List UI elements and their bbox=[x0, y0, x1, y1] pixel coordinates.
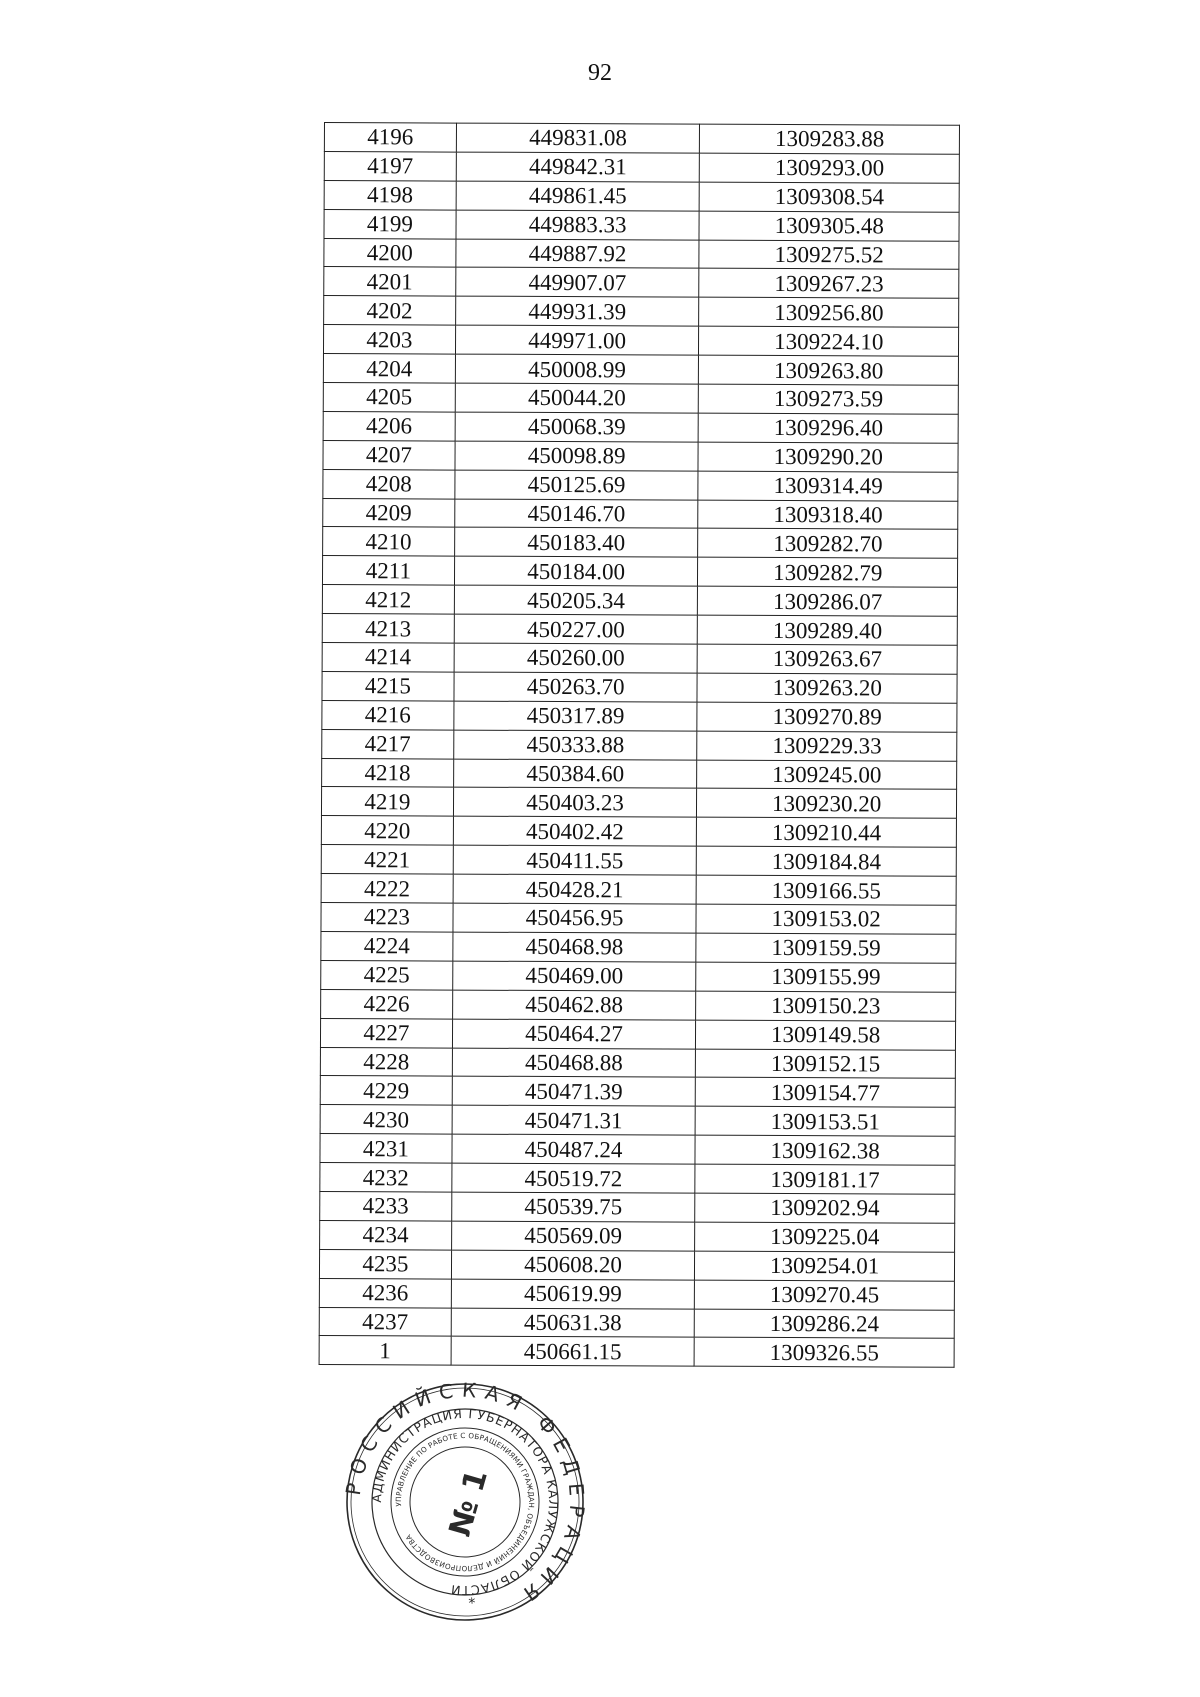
seal-ring-text: АДМИНИСТРАЦИЯ ГУБЕРНАТОРА КАЛУЖСКОЙ ОБЛАСТИ bbox=[368, 1405, 562, 1599]
y-coordinate-cell: 1309308.54 bbox=[699, 182, 959, 212]
y-coordinate-cell: 1309270.45 bbox=[695, 1280, 955, 1310]
table-row bbox=[322, 556, 957, 588]
point-number-cell: 4204 bbox=[323, 354, 455, 383]
point-number-cell: 4210 bbox=[323, 527, 455, 556]
table-row bbox=[321, 816, 956, 848]
x-coordinate-cell: 450184.00 bbox=[454, 556, 698, 586]
x-coordinate-cell: 449931.39 bbox=[455, 296, 699, 326]
point-number-cell: 4218 bbox=[322, 758, 454, 787]
table-row bbox=[323, 411, 958, 443]
point-number-cell: 4207 bbox=[323, 440, 455, 469]
table-row bbox=[320, 1105, 955, 1137]
x-coordinate-cell: 450384.60 bbox=[453, 759, 697, 789]
y-coordinate-cell: 1309245.00 bbox=[697, 760, 957, 790]
table-row bbox=[324, 180, 959, 212]
table-row bbox=[324, 238, 959, 270]
y-coordinate-cell: 1309159.59 bbox=[696, 933, 956, 963]
table-row bbox=[320, 1163, 955, 1195]
point-number-cell: 4233 bbox=[320, 1191, 452, 1220]
x-coordinate-cell: 450469.00 bbox=[452, 961, 696, 991]
x-coordinate-cell: 449861.45 bbox=[456, 181, 700, 211]
point-number-cell: 4226 bbox=[321, 989, 453, 1018]
official-seal bbox=[337, 1375, 593, 1629]
table-row bbox=[319, 1336, 954, 1368]
coordinates-table-body bbox=[319, 123, 959, 1368]
y-coordinate-cell: 1309275.52 bbox=[699, 240, 959, 270]
y-coordinate-cell: 1309286.24 bbox=[695, 1309, 955, 1339]
x-coordinate-cell: 450456.95 bbox=[453, 903, 697, 933]
table-row bbox=[323, 325, 958, 357]
x-coordinate-cell: 450411.55 bbox=[453, 845, 697, 875]
point-number-cell: 4220 bbox=[321, 816, 453, 845]
point-number-cell: 4211 bbox=[322, 556, 454, 585]
x-coordinate-cell: 450044.20 bbox=[455, 383, 699, 413]
point-number-cell: 4235 bbox=[319, 1249, 451, 1278]
x-coordinate-cell: 450125.69 bbox=[455, 470, 699, 500]
point-number-cell: 4208 bbox=[323, 469, 455, 498]
point-number-cell: 4212 bbox=[322, 585, 454, 614]
table-row bbox=[320, 1018, 955, 1050]
y-coordinate-cell: 1309282.70 bbox=[698, 529, 958, 559]
table-row bbox=[319, 1278, 954, 1310]
point-number-cell: 4236 bbox=[319, 1278, 451, 1307]
table-row bbox=[320, 1191, 955, 1223]
point-number-cell: 4231 bbox=[320, 1134, 452, 1163]
table-row bbox=[322, 671, 957, 703]
point-number-cell: 4223 bbox=[321, 903, 453, 932]
y-coordinate-cell: 1309225.04 bbox=[695, 1222, 955, 1252]
point-number-cell: 4198 bbox=[324, 180, 456, 209]
table-row bbox=[321, 874, 956, 906]
x-coordinate-cell: 450608.20 bbox=[451, 1250, 695, 1280]
table-row bbox=[321, 989, 956, 1021]
x-coordinate-cell: 450317.89 bbox=[454, 701, 698, 731]
y-coordinate-cell: 1309282.79 bbox=[698, 557, 958, 587]
y-coordinate-cell: 1309150.23 bbox=[696, 991, 956, 1021]
seal-number: № 1 bbox=[442, 1465, 495, 1541]
x-coordinate-cell: 450539.75 bbox=[451, 1192, 695, 1222]
x-coordinate-cell: 450471.31 bbox=[452, 1105, 696, 1135]
y-coordinate-cell: 1309305.48 bbox=[699, 211, 959, 241]
point-number-cell: 4214 bbox=[322, 643, 454, 672]
point-number-cell: 4215 bbox=[322, 671, 454, 700]
x-coordinate-cell: 450569.09 bbox=[451, 1221, 695, 1251]
x-coordinate-cell: 450227.00 bbox=[454, 614, 698, 644]
y-coordinate-cell: 1309283.88 bbox=[700, 124, 960, 154]
point-number-cell: 4219 bbox=[321, 787, 453, 816]
table-row bbox=[322, 585, 957, 617]
y-coordinate-cell: 1309166.55 bbox=[696, 875, 956, 905]
x-coordinate-cell: 449971.00 bbox=[455, 325, 699, 355]
y-coordinate-cell: 1309314.49 bbox=[698, 471, 958, 501]
table-row bbox=[320, 1047, 955, 1079]
table-row bbox=[323, 469, 958, 501]
x-coordinate-cell: 450098.89 bbox=[455, 441, 699, 471]
point-number-cell: 4217 bbox=[322, 729, 454, 758]
y-coordinate-cell: 1309267.23 bbox=[699, 269, 959, 299]
y-coordinate-cell: 1309230.20 bbox=[697, 789, 957, 819]
x-coordinate-cell: 450068.39 bbox=[455, 412, 699, 442]
point-number-cell: 1 bbox=[319, 1336, 451, 1365]
x-coordinate-cell: 449887.92 bbox=[456, 239, 700, 269]
table-row bbox=[321, 787, 956, 819]
point-number-cell: 4228 bbox=[320, 1047, 452, 1076]
point-number-cell: 4209 bbox=[323, 498, 455, 527]
y-coordinate-cell: 1309289.40 bbox=[698, 615, 958, 645]
point-number-cell: 4202 bbox=[324, 296, 456, 325]
x-coordinate-cell: 450519.72 bbox=[452, 1163, 696, 1193]
table-row bbox=[321, 845, 956, 877]
point-number-cell: 4234 bbox=[320, 1220, 452, 1249]
x-coordinate-cell: 450464.27 bbox=[452, 1019, 696, 1049]
table-row bbox=[321, 903, 956, 935]
y-coordinate-cell: 1309153.51 bbox=[695, 1106, 955, 1136]
table-row bbox=[322, 614, 957, 646]
table-row bbox=[324, 267, 959, 299]
y-coordinate-cell: 1309224.10 bbox=[699, 326, 959, 356]
x-coordinate-cell: 449842.31 bbox=[456, 152, 700, 182]
x-coordinate-cell: 449883.33 bbox=[456, 210, 700, 240]
y-coordinate-cell: 1309162.38 bbox=[695, 1135, 955, 1165]
table-row bbox=[323, 440, 958, 472]
y-coordinate-cell: 1309154.77 bbox=[696, 1078, 956, 1108]
x-coordinate-cell: 450403.23 bbox=[453, 788, 697, 818]
table-row bbox=[322, 643, 957, 675]
x-coordinate-cell: 450205.34 bbox=[454, 585, 698, 615]
x-coordinate-cell: 450619.99 bbox=[451, 1279, 695, 1309]
x-coordinate-cell: 450487.24 bbox=[452, 1134, 696, 1164]
table-row bbox=[323, 383, 958, 415]
point-number-cell: 4230 bbox=[320, 1105, 452, 1134]
y-coordinate-cell: 1309263.20 bbox=[697, 673, 957, 703]
point-number-cell: 4237 bbox=[319, 1307, 451, 1336]
seal-outer-text: РОССИЙСКАЯ ФЕДЕРАЦИЯ bbox=[340, 1377, 590, 1611]
y-coordinate-cell: 1309273.59 bbox=[699, 384, 959, 414]
table-row bbox=[323, 498, 958, 530]
x-coordinate-cell: 450146.70 bbox=[454, 499, 698, 529]
x-coordinate-cell: 450428.21 bbox=[453, 874, 697, 904]
y-coordinate-cell: 1309153.02 bbox=[696, 904, 956, 934]
point-number-cell: 4227 bbox=[320, 1018, 452, 1047]
y-coordinate-cell: 1309263.80 bbox=[699, 355, 959, 385]
x-coordinate-cell: 450183.40 bbox=[454, 528, 698, 558]
x-coordinate-cell: 450471.39 bbox=[452, 1076, 696, 1106]
table-row bbox=[324, 123, 959, 155]
y-coordinate-cell: 1309229.33 bbox=[697, 731, 957, 761]
table-row bbox=[324, 296, 959, 328]
x-coordinate-cell: 450263.70 bbox=[454, 672, 698, 702]
y-coordinate-cell: 1309293.00 bbox=[700, 153, 960, 183]
point-number-cell: 4205 bbox=[323, 383, 455, 412]
table-row bbox=[320, 1076, 955, 1108]
table-row bbox=[324, 151, 959, 183]
point-number-cell: 4225 bbox=[321, 960, 453, 989]
y-coordinate-cell: 1309270.89 bbox=[697, 702, 957, 732]
x-coordinate-cell: 450468.98 bbox=[453, 932, 697, 962]
y-coordinate-cell: 1309296.40 bbox=[698, 413, 958, 443]
table-row bbox=[324, 209, 959, 241]
point-number-cell: 4206 bbox=[323, 411, 455, 440]
point-number-cell: 4199 bbox=[324, 209, 456, 238]
y-coordinate-cell: 1309326.55 bbox=[694, 1338, 954, 1368]
table-row bbox=[320, 1134, 955, 1166]
point-number-cell: 4196 bbox=[324, 123, 456, 152]
y-coordinate-cell: 1309181.17 bbox=[695, 1164, 955, 1194]
y-coordinate-cell: 1309149.58 bbox=[696, 1020, 956, 1050]
table-row bbox=[323, 527, 958, 559]
table-row bbox=[322, 758, 957, 790]
seal-star-icon: * bbox=[468, 1595, 477, 1612]
x-coordinate-cell: 450631.38 bbox=[451, 1308, 695, 1338]
x-coordinate-cell: 450008.99 bbox=[455, 354, 699, 384]
table-row bbox=[319, 1307, 954, 1339]
page-number: 92 bbox=[588, 60, 612, 86]
point-number-cell: 4197 bbox=[324, 151, 456, 180]
x-coordinate-cell: 450462.88 bbox=[452, 990, 696, 1020]
y-coordinate-cell: 1309202.94 bbox=[695, 1193, 955, 1223]
point-number-cell: 4232 bbox=[320, 1163, 452, 1192]
x-coordinate-cell: 449831.08 bbox=[456, 123, 700, 153]
table-row bbox=[321, 931, 956, 963]
y-coordinate-cell: 1309210.44 bbox=[697, 818, 957, 848]
point-number-cell: 4221 bbox=[321, 845, 453, 874]
table-row bbox=[320, 1220, 955, 1252]
y-coordinate-cell: 1309254.01 bbox=[695, 1251, 955, 1281]
x-coordinate-cell: 450333.88 bbox=[453, 730, 697, 760]
table-row bbox=[323, 354, 958, 386]
y-coordinate-cell: 1309290.20 bbox=[698, 442, 958, 472]
y-coordinate-cell: 1309318.40 bbox=[698, 500, 958, 530]
point-number-cell: 4201 bbox=[324, 267, 456, 296]
y-coordinate-cell: 1309184.84 bbox=[697, 846, 957, 876]
y-coordinate-cell: 1309286.07 bbox=[698, 586, 958, 616]
point-number-cell: 4224 bbox=[321, 931, 453, 960]
point-number-cell: 4213 bbox=[322, 614, 454, 643]
coordinates-table bbox=[319, 122, 960, 1368]
x-coordinate-cell: 450402.42 bbox=[453, 816, 697, 846]
table-row bbox=[319, 1249, 954, 1281]
y-coordinate-cell: 1309152.15 bbox=[696, 1049, 956, 1079]
y-coordinate-cell: 1309263.67 bbox=[697, 644, 957, 674]
seal-inner-text: УПРАВЛЕНИЕ ПО РАБОТЕ С ОБРАЩЕНИЯМИ ГРАЖДАН, ОБЪЕДИНЕНИЙ И ДЕЛОПРОИЗВОДСТВА bbox=[393, 1430, 537, 1574]
table-row bbox=[321, 960, 956, 992]
x-coordinate-cell: 450468.88 bbox=[452, 1048, 696, 1078]
x-coordinate-cell: 450661.15 bbox=[451, 1336, 695, 1366]
x-coordinate-cell: 450260.00 bbox=[454, 643, 698, 673]
point-number-cell: 4203 bbox=[323, 325, 455, 354]
x-coordinate-cell: 449907.07 bbox=[456, 268, 700, 298]
point-number-cell: 4200 bbox=[324, 238, 456, 267]
y-coordinate-cell: 1309155.99 bbox=[696, 962, 956, 992]
y-coordinate-cell: 1309256.80 bbox=[699, 297, 959, 327]
table-row bbox=[322, 729, 957, 761]
table-row bbox=[322, 700, 957, 732]
point-number-cell: 4216 bbox=[322, 700, 454, 729]
point-number-cell: 4229 bbox=[320, 1076, 452, 1105]
point-number-cell: 4222 bbox=[321, 874, 453, 903]
